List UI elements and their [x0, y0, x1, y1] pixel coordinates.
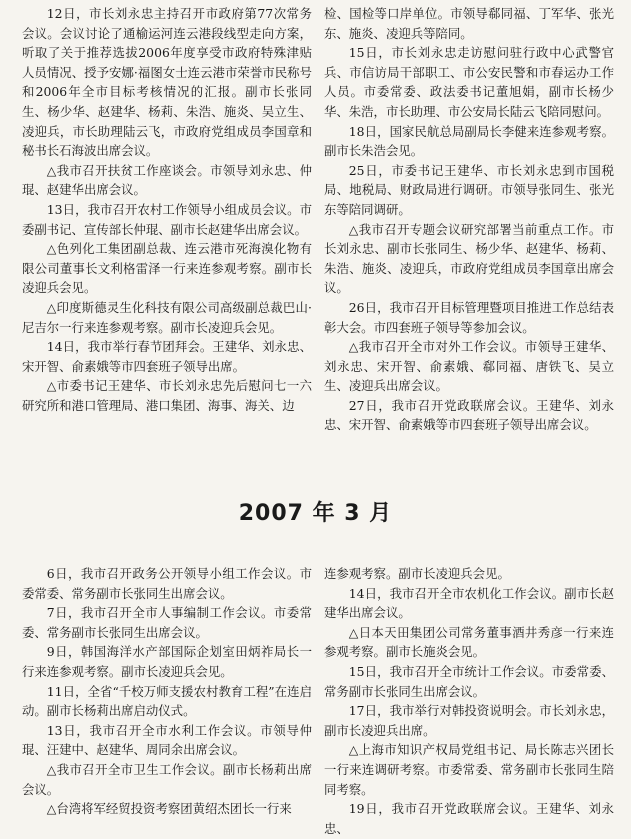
- entry-paragraph: 25日，市委书记王建华、市长刘永忠到市国税局、地税局、财政局进行调研。市领导张同生、张光东等陪同调研。: [324, 162, 614, 217]
- entry-paragraph: 19日，我市召开党政联席会议。王建华、刘永忠、: [324, 801, 614, 836]
- entry-paragraph: 26日，我市召开目标管理暨项目推进工作总结表彰大会。市四套班子领导等参加会议。: [324, 299, 614, 335]
- month-heading: 2007 年 3 月: [238, 501, 393, 526]
- entry-paragraph: 6日，我市召开政务公开领导小组工作会议。市委常委、常务副市长张同生出席会议。: [22, 566, 312, 601]
- entry-paragraph: △我市召开全市卫生工作会议。副市长杨莉出席会议。: [22, 761, 312, 797]
- entry-paragraph: △我市召开全市对外工作会议。市领导王建华、刘永忠、宋开智、俞素娥、郗同福、唐铁飞、吴立生、凌迎兵出席会议。: [324, 339, 614, 394]
- entry-paragraph: △印度斯德灵生化科技有限公司高级副总裁巴山·尼吉尔一行来连参观考察。副市长凌迎兵会见。: [22, 299, 312, 335]
- entry-paragraph: 27日，我市召开党政联席会议。王建华、刘永忠、宋开智、俞素娥等市四套班子领导出席会议。: [324, 397, 614, 433]
- entry-paragraph: 9日，韩国海洋水产部国际企划室田炳祚局长一行来连参观考察。副市长凌迎兵会见。: [22, 644, 312, 679]
- entry-paragraph: 15日，我市召开全市统计工作会议。市委常委、常务副市长张同生出席会议。: [324, 663, 614, 699]
- column-bottom-right: [324, 564, 614, 838]
- entry-paragraph: △市委书记王建华、市长刘永忠先后慰问七一六研究所和港口管理局、港口集团、海事、海关、边: [22, 378, 312, 413]
- entry-paragraph: 连参观考察。副市长凌迎兵会见。: [324, 566, 510, 581]
- entry-paragraph: 13日，我市召开全市水利工作会议。市领导仲琨、汪建中、赵建华、周同余出席会议。: [22, 722, 312, 758]
- entry-paragraph: △上海市知识产权局党组书记、局长陈志兴团长一行来连调研考察。市委常委、常务副市长张同生陪同考察。: [324, 742, 614, 797]
- entry-paragraph: 14日，我市举行春节团拜会。王建华、刘永忠、宋开智、俞素娥等市四套班子领导出席。: [22, 339, 312, 374]
- entry-paragraph: 7日，我市召开全市人事编制工作会议。市委常委、常务副市长张同生出席会议。: [22, 605, 312, 640]
- entry-paragraph: △台湾将军经贸投资考察团黄绍杰团长一行来: [46, 801, 292, 817]
- column-bottom-left: [22, 564, 312, 819]
- entry-paragraph: 14日，我市召开全市农机化工作会议。副市长赵建华出席会议。: [324, 585, 614, 621]
- entry-paragraph: 13日，我市召开农村工作领导小组成员会议。市委副书记、宣传部长仲琨、副市长赵建华出席会议。: [22, 201, 312, 237]
- entry-paragraph: 17日，我市举行对韩投资说明会。市长刘永忠，副市长凌迎兵出席。: [324, 703, 614, 738]
- entry-paragraph: 检、国检等口岸单位。市领导郗同福、丁军华、张光东、施炎、凌迎兵等陪同。: [324, 6, 614, 41]
- column-top-right: [324, 4, 614, 435]
- entry-paragraph: △我市召开专题会议研究部署当前重点工作。市长刘永忠、副市长张同生、杨少华、赵建华、杨莉、朱浩、施炎、凌迎兵，市政府党组成员李国章出席会议。: [324, 221, 614, 296]
- entry-paragraph: △日本天田集团公司常务董事酒井秀彦一行来连参观考察。副市长施炎会见。: [324, 624, 614, 660]
- column-top-left: [22, 4, 312, 415]
- entry-paragraph: 12日，市长刘永忠主持召开市政府第77次常务会议。会议讨论了通榆运河连云港段线型走向方案，听取了关于推荐选拔2006年度享受市政府特殊津贴人员情况、授予安娜·福图女士连云港市荣誉市民称号和2006年全市目标考核情况的汇报。副市长张同生、杨少华、赵建华、杨莉、朱浩、施炎、吴立生、凌迎兵，市长助理陆云飞，市政府党组成员李国章和秘书长石海波出席会议。: [22, 6, 312, 159]
- entry-paragraph: 15日，市长刘永忠走访慰问驻行政中心武警官兵、市信访局干部职工、市公安民警和市春运办工作人员。市委常委、政法委书记董旭娟，副市长杨少华、朱浩，市长助理、市公安局长陆云飞陪同慰问。: [324, 45, 614, 119]
- entry-paragraph: △色列化工集团副总裁、连云港市死海溴化物有限公司董事长文利格雷泽一行来连参观考察。副市长凌迎兵会见。: [22, 241, 312, 296]
- entry-paragraph: 11日，全省“千校万师支援农村教育工程”在连启动。副市长杨莉出席启动仪式。: [22, 683, 312, 719]
- entry-paragraph: △我市召开扶贫工作座谈会。市领导刘永忠、仲琨、赵建华出席会议。: [22, 162, 312, 198]
- entry-paragraph: 18日，国家民航总局副局长李健来连参观考察。副市长朱浩会见。: [324, 123, 614, 159]
